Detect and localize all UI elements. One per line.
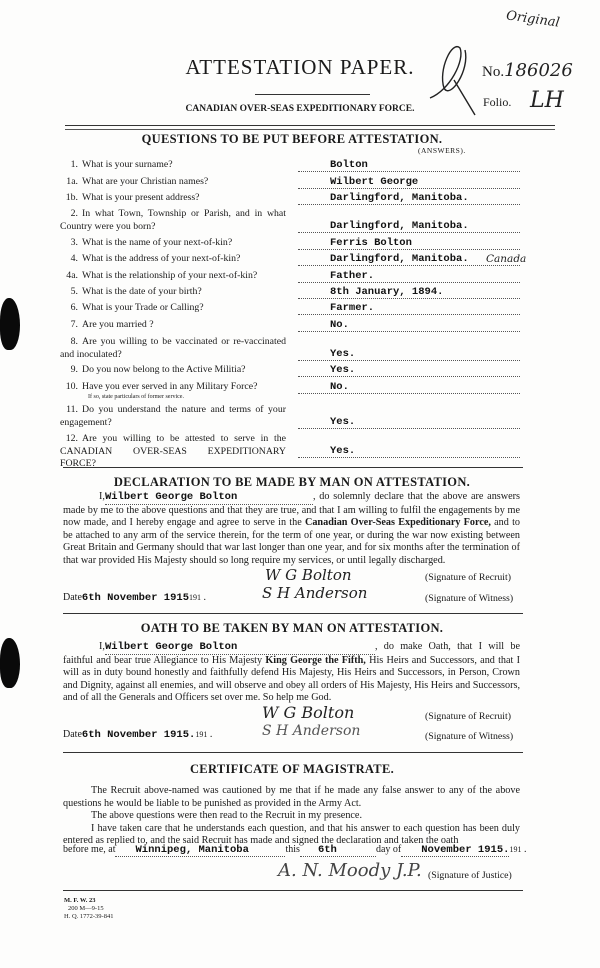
certificate-text: [63, 785, 520, 848]
divider: [63, 613, 523, 614]
answer-text: Darlingford, Manitoba.: [330, 220, 469, 232]
question-12: [60, 433, 286, 471]
question-text: What is your Trade or Calling?: [82, 302, 204, 313]
question-number: 9.: [70, 364, 78, 375]
question-2: [60, 208, 286, 233]
declaration-i: I,: [99, 491, 105, 502]
declaration-date: 6th November 1915: [81, 592, 190, 604]
title-underline: [255, 94, 370, 95]
declaration-date-line: Date6th November 1915191 .: [63, 592, 207, 604]
answer-field: [298, 348, 520, 361]
oath-date-line: Date6th November 1915.191 .: [63, 729, 213, 741]
answer-field: [298, 192, 520, 205]
answer-text: No.: [330, 381, 349, 393]
question-6: [60, 302, 286, 315]
question-number: 8.: [70, 336, 78, 347]
question-number: 1a.: [66, 176, 78, 187]
question-4a: [60, 270, 286, 283]
question-text: In what Town, Township or Parish, and in what Country were you born?: [60, 208, 286, 232]
this-label: this: [285, 844, 300, 855]
day-of-label: day of: [375, 844, 402, 855]
answer-field: [298, 319, 520, 332]
question-text: What is the name of your next-of-kin?: [82, 237, 233, 248]
question-number: 1.: [70, 159, 78, 170]
answer-text: Ferris Bolton: [330, 237, 412, 249]
answer-field: [298, 381, 520, 394]
question-number: 6.: [70, 302, 78, 313]
question-number: 12.: [65, 433, 78, 444]
question-10: [60, 381, 286, 401]
question-number: 2.: [70, 208, 78, 219]
declaration-text-2: and to be attached to any arm of the service therein, for the term of one year, or during the war now existing between Great Britain and Germany should that war last longer than one year, and for six months after the termination of that war provided His Majesty should so long require my services, or until legally discharged.: [63, 517, 521, 566]
oath-text: [63, 641, 520, 705]
oath-witness-signature-label: (Signature of Witness): [425, 731, 514, 742]
oath-heading: OATH TO BE TAKEN BY MAN ON ATTESTATION.: [140, 621, 444, 635]
answer-field: [298, 286, 520, 299]
certificate-p1: The Recruit above-named was cautioned by me that if he made any false answer to any of the above questions he would be liable to be punished as provided in the Army Act.: [63, 785, 520, 809]
before-me-label: before me, at: [63, 844, 116, 855]
date-label: Date: [63, 592, 82, 603]
question-number: 5.: [70, 286, 78, 297]
punch-hole: [0, 298, 20, 350]
recruit-signature-label: (Signature of Recruit): [425, 572, 511, 583]
question-number: 4.: [70, 253, 78, 264]
original-mark: Original: [505, 8, 561, 31]
answer-text: Yes.: [330, 445, 356, 457]
question-text: What is the date of your birth?: [82, 286, 202, 297]
answer-text: No.: [330, 319, 349, 331]
oath-text-2: His Heirs and Successors, and that I will as in duty bound honestly and faithfully defend His Majesty, His Heirs and Successors, in Person, Crown and Dignity, against all enemies, and will observe and obey all orders of His Majesty, His Heirs and Successors, and of all the Generals and Officers set over me. So help me God.: [63, 654, 521, 704]
question-text: Do you understand the nature and terms of your engagement?: [60, 404, 286, 428]
footer-line: M. F. W. 23: [64, 897, 96, 904]
question-number: 3.: [70, 237, 78, 248]
answer-field: [298, 237, 520, 250]
year-prefix: 191: [195, 730, 208, 739]
question-text: Are you willing to be vaccinated or re-vaccinated and inoculated?: [60, 336, 286, 360]
question-1a: [60, 176, 286, 189]
oath-witness-signature: S H Anderson: [262, 723, 361, 739]
question-text: What is the address of your next-of-kin?: [82, 253, 241, 264]
declaration-heading: DECLARATION TO BE MADE BY MAN ON ATTESTATION.: [113, 475, 471, 489]
year-prefix: 191: [189, 593, 202, 602]
oath-name: Wilbert George Bolton: [105, 641, 375, 655]
question-text: Are you willing to be attested to serve in the CANADIAN OVER-SEAS EXPEDITIONARY FORCE?: [60, 433, 286, 469]
witness-signature-label: (Signature of Witness): [425, 593, 514, 604]
answer-field: [298, 364, 520, 377]
question-text: What is your surname?: [82, 159, 173, 170]
question-number: 11.: [66, 404, 78, 415]
question-text: Are you married ?: [82, 319, 154, 330]
answer-text: Yes.: [330, 364, 356, 376]
question-11: [60, 404, 286, 429]
answer-field: [298, 270, 520, 283]
certificate-p2: The above questions were then read to the Recruit in my presence.: [91, 810, 363, 822]
declaration-name: Wilbert George Bolton: [105, 491, 313, 505]
justice-signature-label: (Signature of Justice): [428, 870, 512, 881]
question-7: [60, 319, 286, 332]
question-number: 10.: [65, 381, 78, 392]
footer-line: 200 M—9-15: [68, 905, 104, 912]
oath-bold-1: King George the Fifth,: [265, 654, 366, 666]
oath-recruit-signature: W G Bolton: [262, 703, 355, 722]
justice-signature: A. N. Moody J.P.: [278, 860, 422, 881]
answer-annotation: Canada: [486, 253, 527, 265]
question-number: 7.: [70, 319, 78, 330]
page-subtitle: CANADIAN OVER-SEAS EXPEDITIONARY FORCE.: [185, 104, 415, 114]
question-3: [60, 237, 286, 250]
question-number: 4a.: [66, 270, 78, 281]
answer-field: [298, 445, 520, 458]
question-1: [60, 159, 286, 172]
answer-field: [298, 176, 520, 189]
question-text: Have you ever served in any Military Force?: [82, 381, 258, 392]
declaration-text-1: , do solemnly declare that the above are answers made by me to the above questions and that they are true, and that I am willing to fulfil the engagements by me now made, and I hereby engage and agree to serve in the: [63, 491, 520, 529]
certificate-p3: I have taken care that he understands each question, and that his answer to each question has been duly entered as replied to, and the said Recruit has made and signed the declaration and taken the oath: [63, 822, 520, 847]
question-4: [60, 253, 286, 266]
answer-field: [298, 220, 520, 233]
certificate-day: 6th: [300, 844, 376, 857]
number-label: [482, 60, 573, 81]
divider: [63, 890, 523, 891]
punch-hole: [0, 638, 20, 688]
answer-text: 8th January, 1894.: [330, 286, 444, 298]
answers-label: (ANSWERS).: [418, 146, 466, 155]
witness-signature: S H Anderson: [262, 584, 368, 602]
answer-text: Farmer.: [330, 302, 375, 314]
declaration-bold-1: Canadian Over-Seas Expeditionary Force,: [304, 517, 491, 529]
question-1b: [60, 192, 286, 205]
question-number: 1b.: [65, 192, 78, 203]
answer-field: [298, 416, 520, 429]
answer-text: Darlingford, Manitoba.: [330, 192, 469, 204]
question-5: [60, 286, 286, 299]
folio-label: Folio.: [483, 95, 512, 109]
declaration-text: [63, 491, 520, 568]
divider: [63, 752, 523, 753]
form-footer: [64, 897, 113, 921]
double-rule: [65, 125, 555, 130]
answer-field: [298, 253, 527, 266]
answer-text: Yes.: [330, 348, 356, 360]
question-note: If so, state particulars of former service.: [88, 393, 184, 400]
certificate-month-year: November 1915.: [401, 844, 509, 857]
answer-field: [298, 302, 520, 315]
question-9: [60, 364, 286, 377]
folio-initials: LH: [530, 88, 564, 113]
recruit-signature: W G Bolton: [265, 566, 352, 584]
certificate-heading: CERTIFICATE OF MAGISTRATE.: [189, 762, 395, 776]
question-text: What is your present address?: [82, 192, 200, 203]
before-me-line: before me, at Winnipeg, Manitoba this 6th day of November 1915.191 .: [63, 844, 527, 856]
answer-text: Bolton: [330, 159, 368, 171]
oath-text-1: , do make Oath, that I will be faithful and bear true Allegiance to His Majesty: [63, 641, 520, 666]
divider: [63, 467, 523, 468]
regimental-number: 186026: [504, 60, 573, 81]
answer-text: Wilbert George: [330, 176, 419, 188]
oath-recruit-signature-label: (Signature of Recruit): [425, 711, 511, 722]
answer-text: Yes.: [330, 416, 356, 428]
question-8: [60, 336, 286, 361]
year-prefix: 191: [509, 845, 522, 854]
no-label: No.: [482, 64, 505, 80]
date-label: Date: [63, 729, 82, 740]
oath-i: I,: [99, 641, 105, 652]
page-title: ATTESTATION PAPER.: [185, 55, 415, 79]
question-text: What are your Christian names?: [82, 176, 209, 187]
answer-field: [298, 159, 520, 172]
question-text: What is the relationship of your next-of-kin?: [82, 270, 258, 281]
oath-date: 6th November 1915.: [81, 729, 196, 741]
footer-line: H. Q. 1772-39-841: [64, 913, 114, 920]
questions-heading: QUESTIONS TO BE PUT BEFORE ATTESTATION.: [141, 132, 443, 146]
question-text: Do you now belong to the Active Militia?: [82, 364, 246, 375]
magistrate-place: Winnipeg, Manitoba: [115, 844, 285, 857]
answer-text: Father.: [330, 270, 375, 282]
answer-text: Darlingford, Manitoba.: [330, 253, 469, 265]
